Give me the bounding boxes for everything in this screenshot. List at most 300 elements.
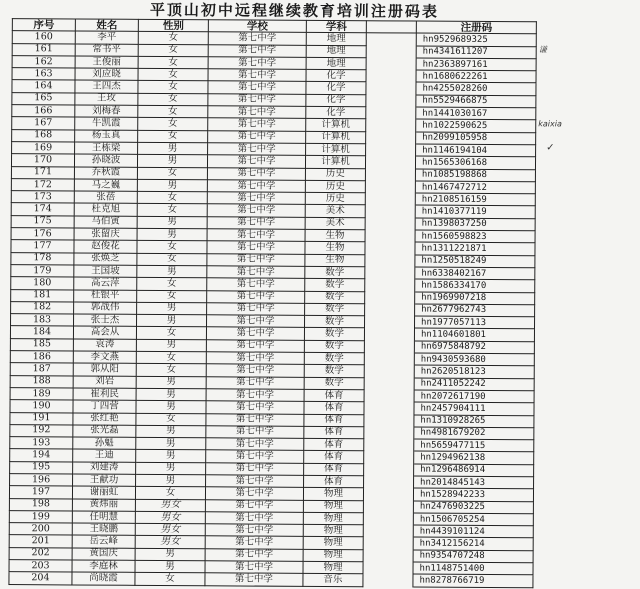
row-id-cell: 203 xyxy=(9,560,72,573)
row-gap-cell xyxy=(364,353,414,366)
row-subject-cell: 地理 xyxy=(306,57,366,70)
row-subject-cell: 数学 xyxy=(304,377,364,390)
row-code-cell: hn2620518123 xyxy=(414,365,534,378)
row-margin-cell xyxy=(535,182,575,195)
header-name: 姓名 xyxy=(75,19,138,32)
row-code-cell: hn9354707248 xyxy=(413,550,533,563)
row-margin-cell xyxy=(534,428,574,441)
row-gap-cell xyxy=(365,267,415,280)
row-id-cell: 169 xyxy=(12,142,75,155)
row-id-cell: 185 xyxy=(10,338,73,351)
row-code-cell: hn2457904111 xyxy=(414,402,534,415)
row-subject-cell: 生物 xyxy=(305,229,365,242)
row-id-cell: 166 xyxy=(12,105,75,118)
row-id-cell: 188 xyxy=(10,375,73,388)
row-margin-cell xyxy=(534,354,574,367)
row-id-cell: 187 xyxy=(10,363,73,376)
row-subject-cell: 物理 xyxy=(303,537,363,550)
row-school-cell: 第七中学 xyxy=(205,549,303,562)
row-margin-cell xyxy=(535,280,575,293)
row-code-cell: hn3412156214 xyxy=(413,538,533,551)
row-gender-cell: 男 xyxy=(136,437,206,450)
row-gap-cell xyxy=(364,476,414,489)
row-gap-cell xyxy=(366,45,416,58)
row-name-cell: 刘应晓 xyxy=(75,68,138,81)
row-subject-cell: 历史 xyxy=(305,193,365,206)
row-gap-cell xyxy=(365,316,415,329)
row-gender-cell: 男 xyxy=(136,388,206,401)
row-school-cell: 第七中学 xyxy=(206,389,304,402)
row-margin-cell xyxy=(533,514,573,527)
row-gap-cell xyxy=(364,427,414,440)
row-code-cell: hn9430593680 xyxy=(414,353,534,366)
row-school-cell: 第七中学 xyxy=(206,413,304,426)
row-school-cell: 第七中学 xyxy=(208,69,306,82)
row-gap-cell xyxy=(364,414,414,427)
row-school-cell: 第七中学 xyxy=(205,512,303,525)
row-id-cell: 184 xyxy=(10,326,73,339)
row-margin-cell xyxy=(536,120,576,133)
header-gap xyxy=(366,21,416,34)
row-gender-cell: 女 xyxy=(138,118,208,131)
row-name-cell: 张蓓 xyxy=(74,191,137,204)
row-code-cell: hn1977057113 xyxy=(415,316,535,329)
header-gender: 性别 xyxy=(138,19,208,32)
row-gap-cell xyxy=(365,279,415,292)
row-id-cell: 186 xyxy=(10,351,73,364)
row-subject-cell: 体育 xyxy=(304,414,364,427)
check-mark-icon: ✓ xyxy=(546,142,555,154)
row-margin-cell xyxy=(536,71,576,84)
row-margin-cell xyxy=(534,477,574,490)
row-gap-cell xyxy=(366,131,416,144)
row-subject-cell: 物理 xyxy=(303,500,363,513)
row-margin-cell xyxy=(534,366,574,379)
row-name-cell: 王栋梁 xyxy=(75,142,138,155)
row-gender-cell: 男 xyxy=(137,265,207,278)
row-subject-cell: 化学 xyxy=(306,94,366,107)
row-code-cell: hn1586334170 xyxy=(415,279,535,292)
row-gender-cell: 男 xyxy=(136,401,206,414)
row-gap-cell xyxy=(365,242,415,255)
row-margin-cell xyxy=(536,142,576,158)
row-id-cell: 179 xyxy=(11,265,74,278)
row-school-cell: 第七中学 xyxy=(207,192,305,205)
row-gender-cell: 女 xyxy=(137,167,207,180)
row-code-cell: hn2411052242 xyxy=(414,378,534,391)
row-id-cell: 161 xyxy=(12,43,75,56)
row-subject-cell: 物理 xyxy=(303,512,363,525)
row-margin-cell xyxy=(533,501,573,514)
row-school-cell: 第七中学 xyxy=(208,130,306,143)
header-id: 序号 xyxy=(12,19,75,32)
row-margin-cell xyxy=(535,255,575,268)
row-code-cell: hn2099105958 xyxy=(416,132,536,145)
row-id-cell: 199 xyxy=(9,510,72,523)
row-school-cell: 第七中学 xyxy=(207,180,305,193)
row-school-cell: 第七中学 xyxy=(207,229,305,242)
row-name-cell: 黄国庆 xyxy=(72,548,135,561)
row-id-cell: 160 xyxy=(12,31,75,44)
row-name-cell: 杜银平 xyxy=(74,289,137,302)
row-name-cell: 孙魁 xyxy=(73,437,136,450)
row-school-cell: 第七中学 xyxy=(207,204,305,217)
row-subject-cell: 物理 xyxy=(303,488,363,501)
row-subject-cell: 历史 xyxy=(305,180,365,193)
row-margin-cell xyxy=(535,243,575,256)
row-code-cell: hn2363897161 xyxy=(416,58,536,71)
row-gender-cell: 女 xyxy=(136,327,206,340)
row-gender-cell: 男 xyxy=(136,425,206,438)
row-name-cell: 张红艳 xyxy=(73,412,136,425)
row-gap-cell xyxy=(366,144,416,157)
row-gender-cell: 女 xyxy=(137,278,207,291)
row-gap-cell xyxy=(365,217,415,230)
row-id-cell: 177 xyxy=(11,240,74,253)
row-name-cell: 崔利民 xyxy=(73,388,136,401)
row-subject-cell: 美术 xyxy=(305,205,365,218)
row-name-cell: 刘岩 xyxy=(73,376,136,389)
row-gender-cell: 男 xyxy=(136,376,206,389)
row-subject-cell: 数学 xyxy=(305,266,365,279)
row-school-cell: 第七中学 xyxy=(206,327,304,340)
row-name-cell: 乔秋霞 xyxy=(74,167,137,180)
row-margin-cell xyxy=(534,415,574,428)
row-name-cell: 王迪 xyxy=(73,449,136,462)
row-gap-cell xyxy=(364,390,414,403)
row-code-cell: hn1104601801 xyxy=(414,328,534,341)
row-margin-cell xyxy=(535,194,575,207)
row-school-cell: 第七中学 xyxy=(206,364,304,377)
row-margin-cell xyxy=(535,292,575,305)
row-subject-cell: 体育 xyxy=(304,402,364,415)
row-school-cell: 第七中学 xyxy=(205,487,303,500)
handwritten-note: kaixia xyxy=(538,119,562,129)
row-gap-cell xyxy=(366,58,416,71)
row-gender-cell: 女 xyxy=(138,105,208,118)
row-gender-cell: 男 xyxy=(135,548,205,561)
row-name-cell: 牛凯霞 xyxy=(75,117,138,130)
table-body xyxy=(9,31,576,588)
row-name-cell: 任明慧 xyxy=(72,511,135,524)
row-margin-cell xyxy=(533,551,573,564)
row-gender-cell: 女 xyxy=(137,253,207,266)
row-code-cell: hn1506705254 xyxy=(413,513,533,526)
row-gender-cell: 女 xyxy=(137,191,207,204)
row-subject-cell: 计算机 xyxy=(306,131,366,144)
row-subject-cell: 计算机 xyxy=(305,156,365,169)
row-id-cell: 197 xyxy=(9,486,72,499)
row-school-cell: 第七中学 xyxy=(205,573,303,586)
row-gender-cell: 女 xyxy=(136,364,206,377)
row-name-cell: 刘建涛 xyxy=(73,462,136,475)
row-margin-cell xyxy=(536,83,576,96)
row-code-cell: hn9529689325 xyxy=(416,33,536,46)
row-id-cell: 194 xyxy=(10,449,73,462)
row-gap-cell xyxy=(365,230,415,243)
row-gap-cell xyxy=(363,525,413,538)
row-gender-cell: 女 xyxy=(137,241,207,254)
row-gender-cell: 女 xyxy=(138,93,208,106)
document-title: 平顶山初中远程继续教育培训注册码表 xyxy=(149,0,440,21)
row-gap-cell xyxy=(363,537,413,550)
row-gender-cell: 男 xyxy=(137,228,207,241)
row-gender-cell: 男 xyxy=(137,314,207,327)
row-school-cell: 第七中学 xyxy=(208,106,306,119)
row-gap-cell xyxy=(363,574,413,587)
row-code-cell: hn1969907218 xyxy=(415,292,535,305)
row-school-cell: 第七中学 xyxy=(208,57,306,70)
row-id-cell: 170 xyxy=(11,154,74,167)
row-subject-cell: 物理 xyxy=(303,561,363,574)
row-gender-cell: 女 xyxy=(138,130,208,143)
row-gap-cell xyxy=(366,82,416,95)
row-name-cell: 杨玉真 xyxy=(75,130,138,143)
row-id-cell: 193 xyxy=(10,437,73,450)
table-row xyxy=(9,572,573,588)
row-margin-cell xyxy=(535,206,575,219)
row-id-cell: 200 xyxy=(9,523,72,536)
row-code-cell: hn4981679202 xyxy=(414,427,534,440)
row-code-cell: hn4255028260 xyxy=(416,83,536,96)
row-code-cell: hn4341611207 xyxy=(416,46,536,59)
row-id-cell: 189 xyxy=(10,387,73,400)
row-code-cell: hn2108516159 xyxy=(415,193,535,206)
row-id-cell: 180 xyxy=(11,277,74,290)
row-gap-cell xyxy=(365,156,415,169)
row-subject-cell: 体育 xyxy=(304,463,364,476)
row-gap-cell xyxy=(365,168,415,181)
row-school-cell: 第七中学 xyxy=(208,94,306,107)
row-id-cell: 175 xyxy=(11,215,74,228)
header-subject: 学科 xyxy=(306,20,366,33)
row-margin-cell xyxy=(536,46,576,59)
row-gender-cell: 男 xyxy=(136,462,206,475)
row-code-cell: hn1311221871 xyxy=(415,242,535,255)
row-subject-cell: 历史 xyxy=(305,168,365,181)
row-subject-cell: 体育 xyxy=(304,389,364,402)
row-id-cell: 202 xyxy=(9,547,72,560)
row-gender-cell: 男 xyxy=(137,179,207,192)
row-subject-cell: 体育 xyxy=(304,451,364,464)
row-id-cell: 168 xyxy=(12,129,75,142)
row-subject-cell: 数学 xyxy=(304,365,364,378)
row-gap-cell xyxy=(364,402,414,415)
header-school: 学校 xyxy=(208,20,306,33)
row-school-cell: 第七中学 xyxy=(206,450,304,463)
row-code-cell: hn1146194104 xyxy=(416,144,536,157)
row-gap-cell xyxy=(364,340,414,353)
row-code-cell: hn1296486914 xyxy=(414,464,534,477)
row-gender-cell: 男女 xyxy=(135,524,205,537)
row-gender-cell: 女 xyxy=(138,44,208,57)
row-subject-cell: 化学 xyxy=(306,106,366,119)
row-school-cell: 第七中学 xyxy=(208,32,306,45)
row-school-cell: 第七中学 xyxy=(207,217,305,230)
row-gender-cell: 男女 xyxy=(135,499,205,512)
row-margin-cell xyxy=(534,391,574,404)
row-code-cell: hn2072617190 xyxy=(414,390,534,403)
row-gap-cell xyxy=(366,107,416,120)
row-id-cell: 173 xyxy=(11,191,74,204)
row-id-cell: 165 xyxy=(12,92,75,105)
row-name-cell: 王玫 xyxy=(75,93,138,106)
row-school-cell: 第七中学 xyxy=(208,81,306,94)
row-margin-cell xyxy=(533,489,573,502)
row-name-cell: 高云萍 xyxy=(74,277,137,290)
row-id-cell: 163 xyxy=(12,68,75,81)
row-id-cell: 204 xyxy=(9,572,72,585)
row-margin-cell xyxy=(535,219,575,232)
row-name-cell: 王献功 xyxy=(73,474,136,487)
row-gap-cell xyxy=(364,365,414,378)
row-gap-cell xyxy=(366,119,416,132)
row-code-cell: hn1560598823 xyxy=(415,230,535,243)
row-name-cell: 孙晓波 xyxy=(74,154,137,167)
row-name-cell: 郭从阳 xyxy=(73,363,136,376)
row-subject-cell: 生物 xyxy=(305,242,365,255)
row-code-cell: hn6338402167 xyxy=(415,267,535,280)
row-gap-cell xyxy=(363,549,413,562)
row-code-cell: hn2014845143 xyxy=(414,476,534,489)
row-name-cell: 袁涛 xyxy=(73,339,136,352)
row-gap-cell xyxy=(365,181,415,194)
row-name-cell: 马伯寅 xyxy=(74,216,137,229)
row-code-cell: hn6975848792 xyxy=(414,341,534,354)
row-subject-cell: 数学 xyxy=(304,328,364,341)
row-name-cell: 郭战伟 xyxy=(74,302,137,315)
row-school-cell: 第七中学 xyxy=(207,253,305,266)
row-gap-cell xyxy=(366,70,416,83)
row-gap-cell xyxy=(364,451,414,464)
row-id-cell: 176 xyxy=(11,228,74,241)
row-gender-cell: 女 xyxy=(136,351,206,364)
row-code-cell: hn1398037250 xyxy=(415,218,535,231)
row-subject-cell: 数学 xyxy=(304,340,364,353)
row-code-cell: hn1022590625 xyxy=(416,119,536,132)
row-gap-cell xyxy=(364,439,414,452)
row-margin-cell xyxy=(534,452,574,465)
row-id-cell: 178 xyxy=(11,252,74,265)
row-id-cell: 162 xyxy=(12,55,75,68)
row-school-cell: 第七中学 xyxy=(205,561,303,574)
row-margin-cell xyxy=(534,341,574,354)
row-id-cell: 198 xyxy=(9,498,72,511)
row-gender-cell: 女 xyxy=(137,290,207,303)
row-id-cell: 196 xyxy=(10,474,73,487)
row-gap-cell xyxy=(365,291,415,304)
row-name-cell: 丁四营 xyxy=(73,400,136,413)
row-name-cell: 王国坡 xyxy=(74,265,137,278)
row-id-cell: 167 xyxy=(12,117,75,130)
row-id-cell: 182 xyxy=(11,301,74,314)
row-school-cell: 第七中学 xyxy=(206,401,304,414)
row-gap-cell xyxy=(366,95,416,108)
row-name-cell: 马之巍 xyxy=(74,179,137,192)
row-gender-cell: 男 xyxy=(138,142,208,155)
row-id-cell: 192 xyxy=(10,424,73,437)
row-name-cell: 尚晓霞 xyxy=(72,572,135,585)
row-margin-cell xyxy=(534,464,574,477)
row-gap-cell xyxy=(363,513,413,526)
row-id-cell: 172 xyxy=(11,178,74,191)
row-margin-cell xyxy=(536,59,576,72)
row-gap-cell xyxy=(364,328,414,341)
row-id-cell: 183 xyxy=(11,314,74,327)
row-subject-cell: 物理 xyxy=(303,549,363,562)
row-name-cell: 王晓鹏 xyxy=(72,523,135,536)
row-name-cell: 高会从 xyxy=(73,326,136,339)
row-gender-cell: 女 xyxy=(138,56,208,69)
row-margin-cell xyxy=(533,526,573,539)
row-subject-cell: 物理 xyxy=(303,525,363,538)
row-school-cell: 第七中学 xyxy=(205,499,303,512)
row-name-cell: 李庭林 xyxy=(72,560,135,573)
row-margin-cell xyxy=(534,378,574,391)
row-margin-cell xyxy=(533,575,573,588)
row-subject-cell: 体育 xyxy=(304,426,364,439)
row-code-cell: hn1441030167 xyxy=(416,107,536,120)
row-code-cell: hn2476903225 xyxy=(413,501,533,514)
row-subject-cell: 生物 xyxy=(305,254,365,267)
header-code: 注册码 xyxy=(416,21,536,34)
row-school-cell: 第七中学 xyxy=(207,155,305,168)
row-name-cell: 王俊丽 xyxy=(75,56,138,69)
row-gap-cell xyxy=(363,562,413,575)
row-name-cell: 常书平 xyxy=(75,44,138,57)
row-id-cell: 171 xyxy=(11,166,74,179)
row-school-cell: 第七中学 xyxy=(206,438,304,451)
row-gap-cell xyxy=(365,205,415,218)
row-margin-cell xyxy=(534,440,574,453)
row-school-cell: 第七中学 xyxy=(206,426,304,439)
row-name-cell: 王四杰 xyxy=(75,80,138,93)
row-school-cell: 第七中学 xyxy=(208,143,306,156)
row-code-cell: hn1148751400 xyxy=(413,562,533,575)
row-code-cell: hn1467472712 xyxy=(415,181,535,194)
row-margin-cell xyxy=(533,538,573,551)
row-subject-cell: 地理 xyxy=(306,45,366,58)
row-code-cell: hn1528942233 xyxy=(413,488,533,501)
row-code-cell: hn4439101124 xyxy=(413,525,533,538)
row-code-cell: hn1310928265 xyxy=(414,415,534,428)
row-subject-cell: 数学 xyxy=(304,352,364,365)
row-name-cell: 刘梅春 xyxy=(75,105,138,118)
row-code-cell: hn1565306168 xyxy=(415,156,535,169)
row-subject-cell: 体育 xyxy=(304,438,364,451)
row-school-cell: 第七中学 xyxy=(207,290,305,303)
row-gap-cell xyxy=(364,463,414,476)
header-margin xyxy=(536,22,576,35)
row-margin-cell xyxy=(535,305,575,318)
row-name-cell: 李文燕 xyxy=(73,351,136,364)
row-margin-cell xyxy=(535,157,575,170)
row-gender-cell: 女 xyxy=(135,487,205,500)
row-subject-cell: 数学 xyxy=(305,279,365,292)
row-gender-cell: 女 xyxy=(135,573,205,586)
row-school-cell: 第七中学 xyxy=(206,352,304,365)
row-id-cell: 195 xyxy=(10,461,73,474)
row-gender-cell: 女 xyxy=(137,204,207,217)
row-subject-cell: 体育 xyxy=(304,475,364,488)
row-school-cell: 第七中学 xyxy=(208,44,306,57)
row-margin-cell xyxy=(536,132,576,145)
row-code-cell: hn5529466875 xyxy=(416,95,536,108)
row-code-cell: hn1085198868 xyxy=(415,169,535,182)
row-id-cell: 181 xyxy=(11,289,74,302)
row-subject-cell: 音乐 xyxy=(303,574,363,587)
row-school-cell: 第七中学 xyxy=(207,315,305,328)
